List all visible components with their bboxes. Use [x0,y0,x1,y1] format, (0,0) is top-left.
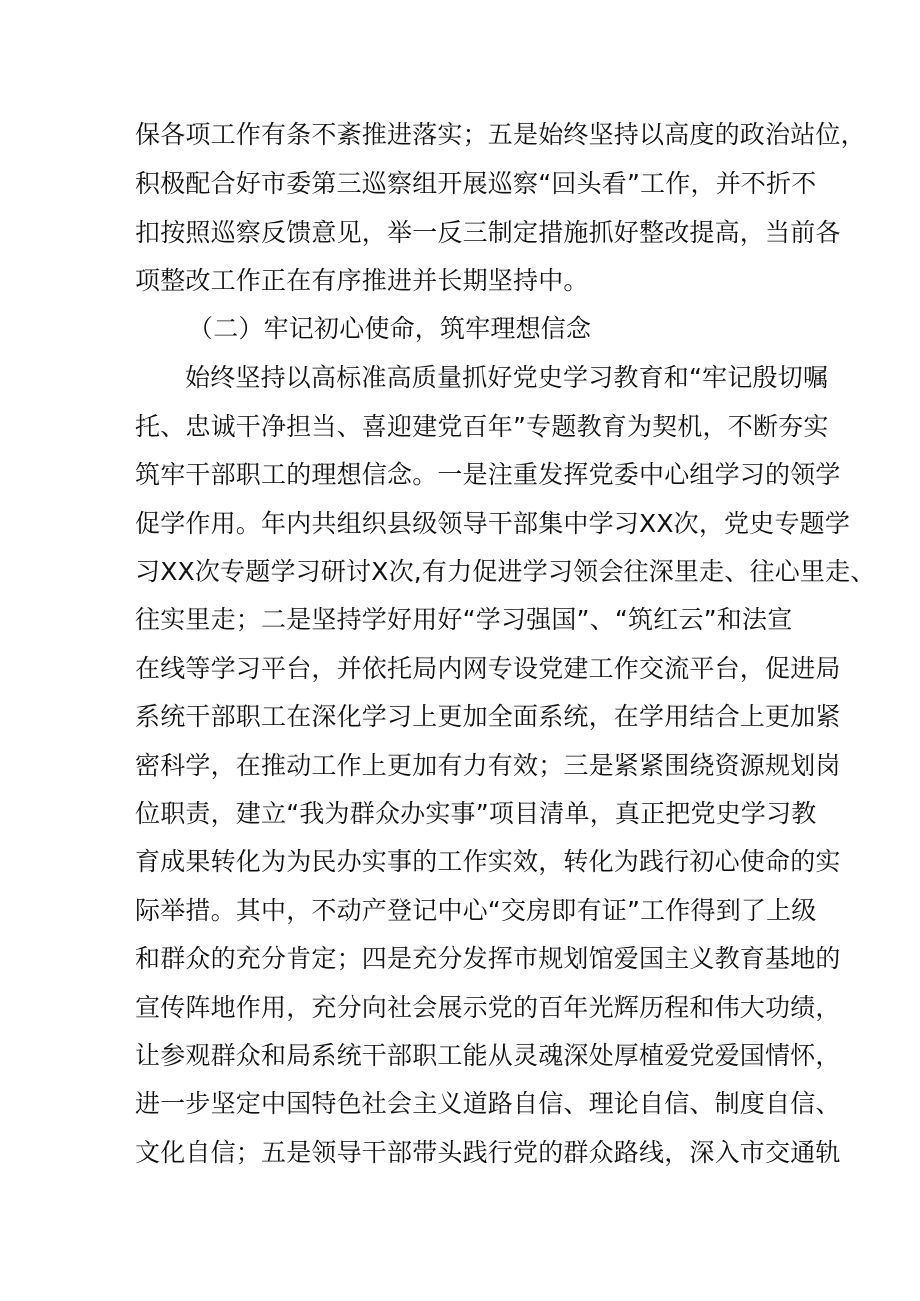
text-line: 托、忠诚干净担当、喜迎建党百年”专题教育为契机，不断夯实 [135,412,829,441]
paragraph-first-line: 始终坚持以高标准高质量抓好党史学习教育和“牢记殷切嘱 [185,363,829,392]
section-heading: （二）牢记初心使命，筑牢理想信念 [188,314,592,343]
text-line: 文化自信；五是领导干部带头践行党的群众路线，深入市交通轨 [135,1138,841,1167]
text-line: 让参观群众和局系统干部职工能从灵魂深处厚植爱党爱国情怀， [135,1041,841,1070]
text-line: 宣传阵地作用，充分向社会展示党的百年光辉历程和伟大功绩， [135,993,841,1022]
text-line: 往实里走；二是坚持学好用好“学习强国”、“筑红云”和法宣 [135,605,793,634]
text-line: 在线等学习平台，并依托局内网专设党建工作交流平台，促进局 [135,654,841,683]
text-line: 扣按照巡察反馈意见，举一反三制定措施抓好整改提高，当前各 [135,218,841,247]
text-line: 系统干部职工在深化学习上更加全面系统，在学用结合上更加紧 [135,702,841,731]
text-line: 促学作用。年内共组织县级领导干部集中学习XX次，党史专题学 [135,509,851,538]
text-line: 习XX次专题学习研讨X次,有力促进学习领会往深里走、往心里走、 [135,557,876,586]
text-line: 位职责，建立“我为群众办实事”项目清单，真正把党史学习教 [135,799,817,828]
text-line: 际举措。其中，不动产登记中心“交房即有证”工作得到了上级 [135,896,817,925]
text-line: 保各项工作有条不紊推进落实；五是始终坚持以高度的政治站位， [135,120,866,149]
text-line: 进一步坚定中国特色社会主义道路自信、理论自信、制度自信、 [135,1089,841,1118]
text-line: 筑牢干部职工的理想信念。一是注重发挥党委中心组学习的领学 [135,460,841,489]
text-line: 和群众的充分肯定；四是充分发挥市规划馆爱国主义教育基地的 [135,944,841,973]
text-line: 密科学，在推动工作上更加有力有效；三是紧紧围绕资源规划岗 [135,751,841,780]
text-line: 育成果转化为为民办实事的工作实效，转化为践行初心使命的实 [135,847,841,876]
text-line: 项整改工作正在有序推进并长期坚持中。 [135,266,589,295]
text-line: 积极配合好市委第三巡察组开展巡察“回头看”工作，并不折不 [135,169,817,198]
